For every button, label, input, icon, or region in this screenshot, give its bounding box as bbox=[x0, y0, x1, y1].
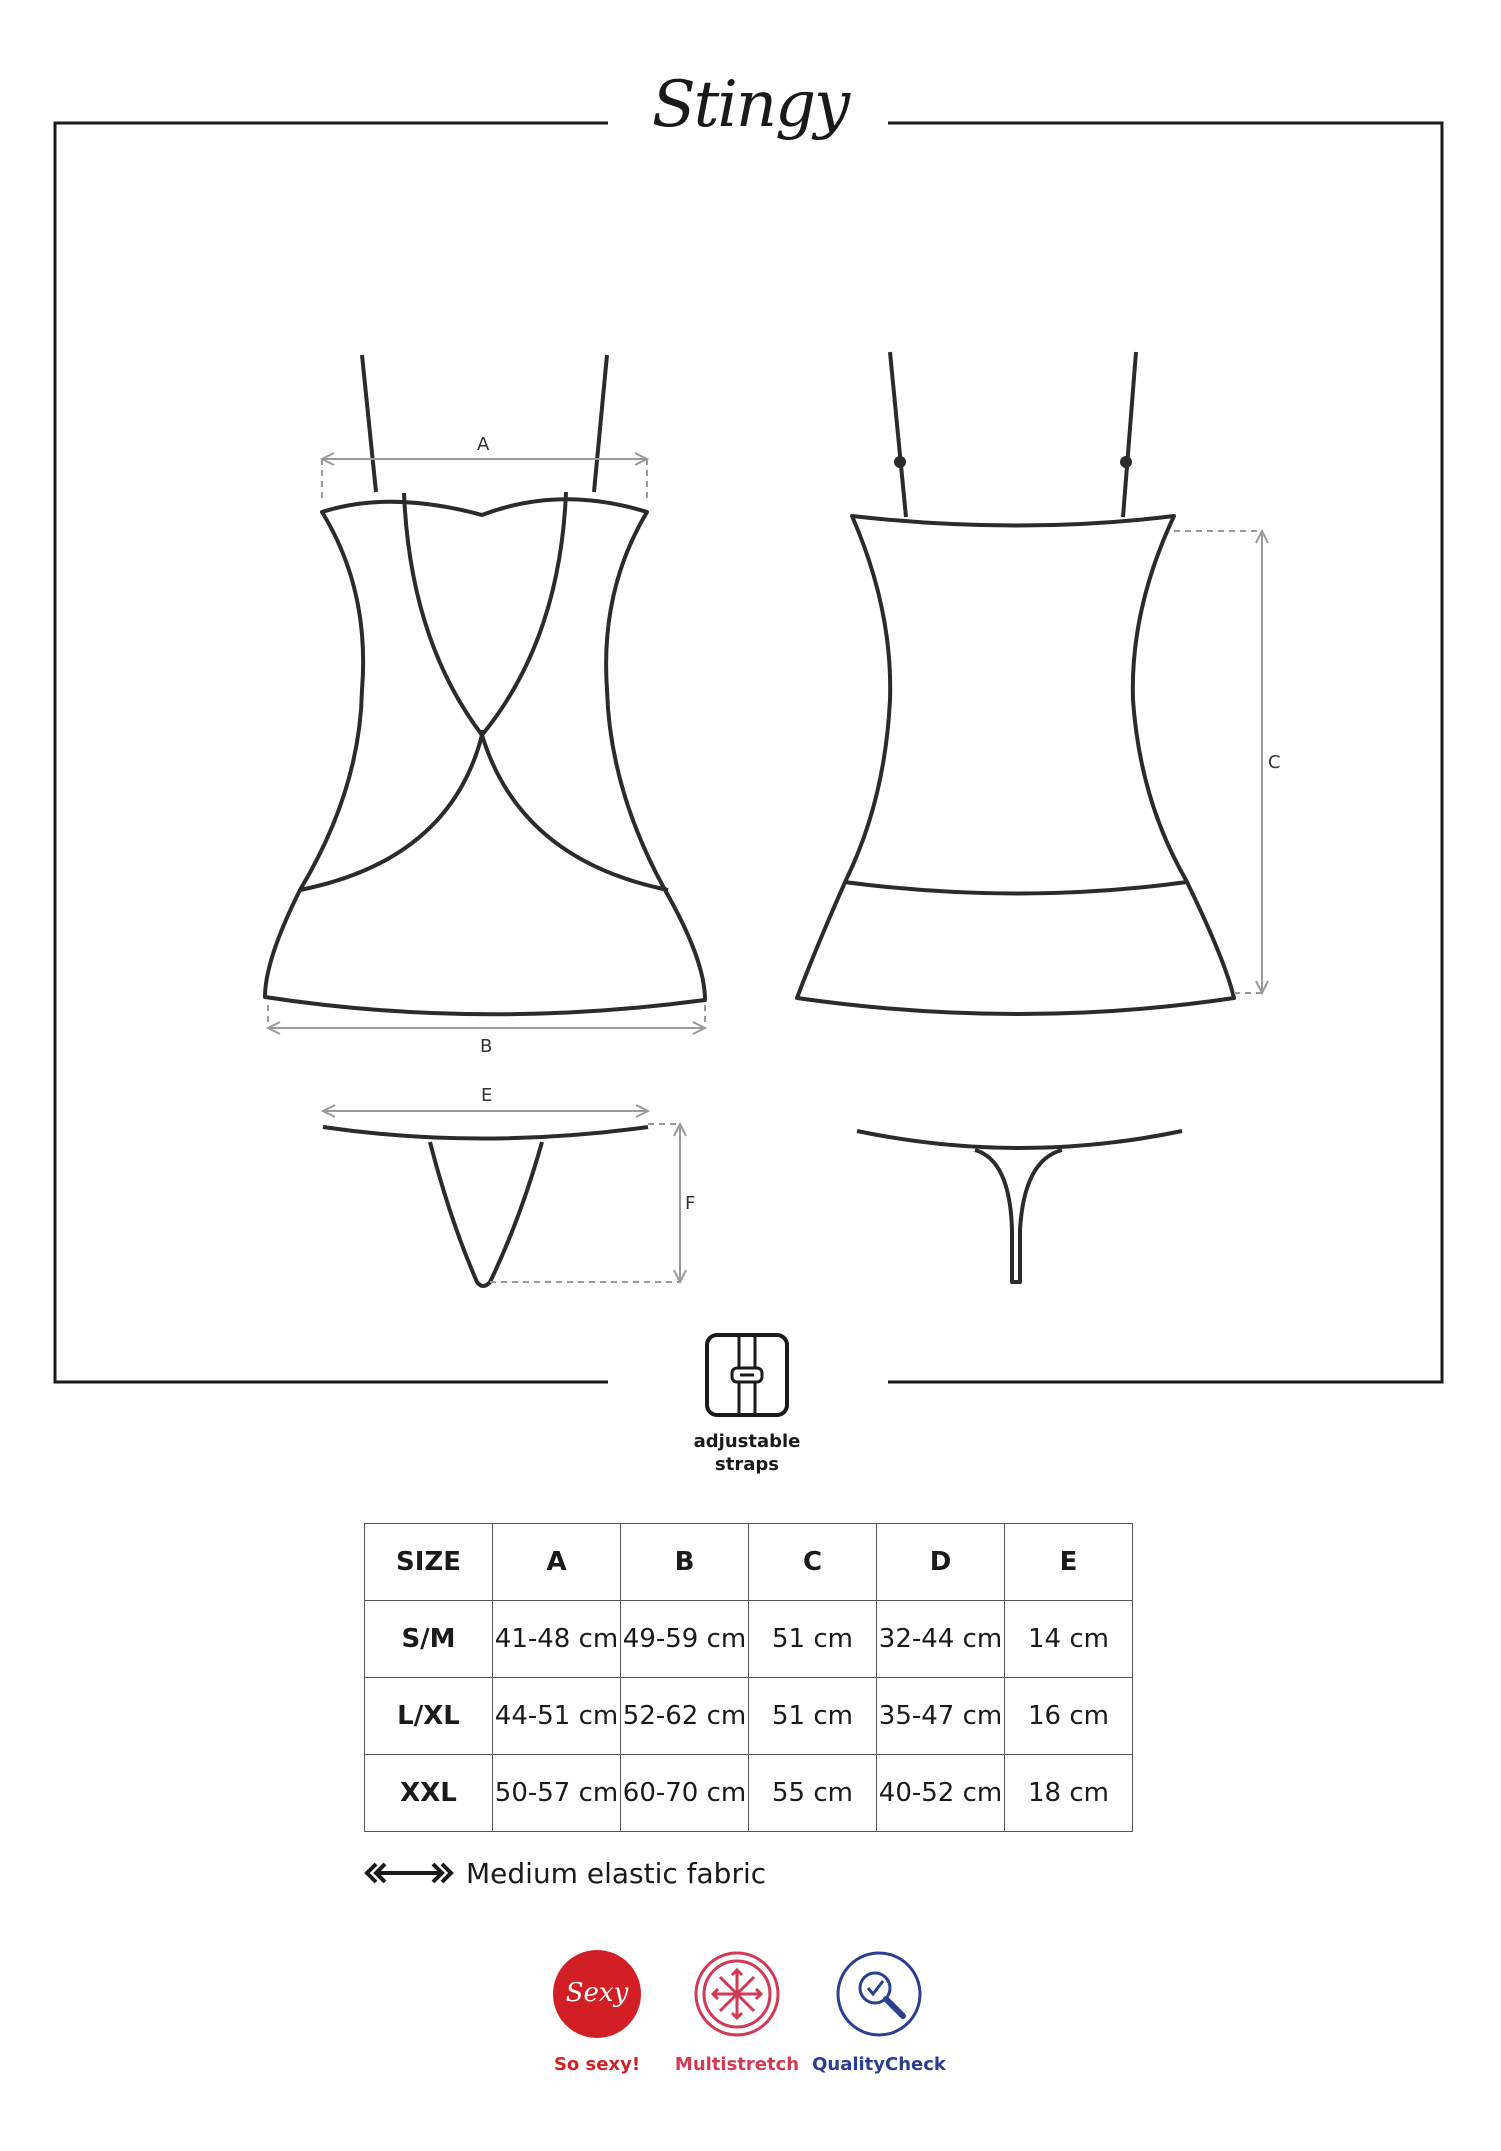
straps-label-line1: adjustable bbox=[693, 1431, 801, 1452]
value-cell: 16 cm bbox=[1005, 1678, 1133, 1755]
value-cell: 60-70 cm bbox=[621, 1755, 749, 1832]
header-cell: E bbox=[1005, 1524, 1133, 1601]
badge-quality-check bbox=[804, 1950, 954, 2075]
dimension-label-e: E bbox=[481, 1085, 493, 1106]
header-cell: C bbox=[749, 1524, 877, 1601]
value-cell: 41-48 cm bbox=[493, 1601, 621, 1678]
value-cell: 51 cm bbox=[749, 1601, 877, 1678]
size-cell: S/M bbox=[365, 1601, 493, 1678]
badge-multistretch bbox=[662, 1950, 812, 2075]
badge-label: So sexy! bbox=[553, 2054, 641, 2075]
table-header-row bbox=[365, 1524, 1133, 1601]
double-arrow-icon bbox=[364, 1861, 454, 1885]
value-cell: 14 cm bbox=[1005, 1601, 1133, 1678]
size-cell: XXL bbox=[365, 1755, 493, 1832]
value-cell: 44-51 cm bbox=[493, 1678, 621, 1755]
header-cell: SIZE bbox=[365, 1524, 493, 1601]
fabric-text: Medium elastic fabric bbox=[466, 1856, 767, 1890]
value-cell: 32-44 cm bbox=[877, 1601, 1005, 1678]
thong-back-outline bbox=[857, 1131, 1182, 1282]
chemise-back-outline bbox=[797, 352, 1234, 1014]
sexy-icon-text: Sexy bbox=[565, 1978, 629, 2008]
value-cell: 18 cm bbox=[1005, 1755, 1133, 1832]
frame-border bbox=[55, 123, 1442, 1382]
adjustable-straps-label bbox=[650, 1430, 844, 1476]
value-cell: 55 cm bbox=[749, 1755, 877, 1832]
dimension-label-c: C bbox=[1268, 752, 1281, 773]
multistretch-icon bbox=[693, 1950, 781, 2038]
size-cell: L/XL bbox=[365, 1678, 493, 1755]
dimension-label-f: F bbox=[685, 1193, 696, 1214]
value-cell: 50-57 cm bbox=[493, 1755, 621, 1832]
brand-logo: Stingy bbox=[651, 68, 849, 142]
badge-label: Multistretch bbox=[674, 2054, 800, 2075]
adjustable-straps-icon bbox=[704, 1332, 790, 1418]
value-cell: 51 cm bbox=[749, 1678, 877, 1755]
header-cell: D bbox=[877, 1524, 1005, 1601]
size-table bbox=[364, 1523, 1133, 1832]
value-cell: 40-52 cm bbox=[877, 1755, 1005, 1832]
header-cell: B bbox=[621, 1524, 749, 1601]
thong-front-outline bbox=[323, 1127, 648, 1286]
badge-label: QualityCheck bbox=[812, 2054, 946, 2075]
table-row bbox=[365, 1755, 1133, 1832]
dimension-label-b: B bbox=[480, 1036, 493, 1057]
value-cell: 35-47 cm bbox=[877, 1678, 1005, 1755]
value-cell: 49-59 cm bbox=[621, 1601, 749, 1678]
quality-check-icon bbox=[835, 1950, 923, 2038]
header-cell: A bbox=[493, 1524, 621, 1601]
badge-so-sexy bbox=[522, 1950, 672, 2075]
value-cell: 52-62 cm bbox=[621, 1678, 749, 1755]
measurement-lines bbox=[268, 453, 1268, 1282]
fabric-note bbox=[364, 1855, 766, 1891]
dimension-label-a: A bbox=[477, 434, 490, 455]
table-row bbox=[365, 1601, 1133, 1678]
table-row bbox=[365, 1678, 1133, 1755]
sexy-icon bbox=[553, 1950, 641, 2038]
straps-label-line2: straps bbox=[715, 1454, 779, 1475]
